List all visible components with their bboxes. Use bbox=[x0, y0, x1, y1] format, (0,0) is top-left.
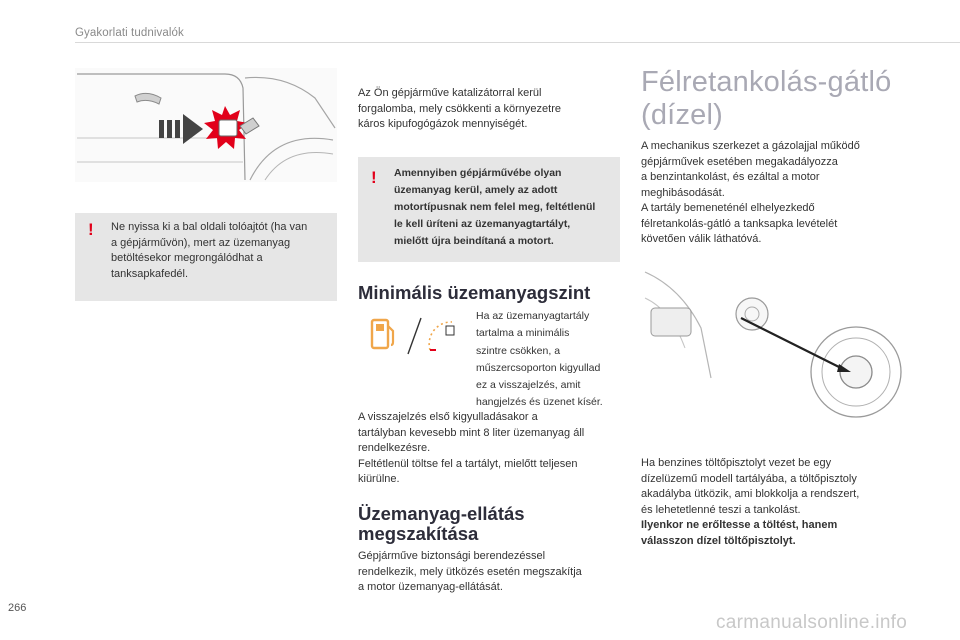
fuel-type-warning-text: Amennyiben gépjárművébe olyan üzemanyag kerül, amely az adott motortípusnak nem felel meg, feltétlenül le kell üríteni az üzemanyagtartályt, mielőtt újra beindítaná a motort. bbox=[394, 167, 596, 247]
fuel-pump-icon bbox=[372, 320, 393, 348]
door-warning-text: Ne nyissa ki a bal oldali tolóajtót (ha van a gépjárművön), mert az üzemanyag betöltésekor megrongálódhat a tanksapkafedél. bbox=[111, 221, 308, 280]
misfuel-heading: Félretankolás-gátló (dízel) bbox=[641, 66, 892, 131]
header-divider bbox=[75, 42, 960, 43]
fuel-gauge-icon bbox=[429, 322, 454, 350]
catalyst-intro-text: Az Ön gépjárműve katalizátorral kerül forgalomba, mely csökkenti a környezetre káros kipufogógázok mennyiségét. bbox=[358, 87, 561, 130]
car-door-illustration bbox=[75, 68, 337, 182]
min-level-side-text: Ha az üzemanyagtartály tartalma a minimális szintre csökken, a műszercsoporton kigyullad ez a visszajelzés, amit hangjelzés és üzenet kísér. bbox=[476, 310, 603, 409]
misfuel-intro-text: A mechanikus szerkezet a gázolajjal működő gépjárművek esetében megakadályozza a benzintankolást, és ezáltal a motor meghibásodását. A tartály bemeneténél elhelyezkedő félretankolás-gátló a tanksapka levételét követően válik láthatóvá. bbox=[641, 140, 860, 245]
fuel-filler-illustration bbox=[641, 268, 906, 434]
misfuel-lower-text: Ha benzines töltőpisztolyt vezet be egy dízelüzemű modell tartályába, a töltőpisztoly akadályba ütközik, ami blokkolja a rendszert, és lehetetlenné teszi a tankolást. bbox=[641, 457, 860, 516]
watermark: carmanualsonline.info bbox=[716, 612, 908, 633]
fuel-cutoff-text: Gépjárműve biztonsági berendezéssel rendelkezik, mely ütközés esetén megszakítja a motor üzemanyag-ellátását. bbox=[358, 550, 582, 593]
warning-exclamation-icon: ! bbox=[371, 168, 377, 187]
fuel-warning-icons bbox=[364, 312, 474, 360]
misfuel-bold-advice: Ilyenkor ne erőltesse a töltést, hanem válasszon dízel töltőpisztolyt. bbox=[641, 519, 838, 547]
warning-exclamation-icon: ! bbox=[88, 220, 94, 239]
page-number: 266 bbox=[8, 602, 27, 614]
min-level-text: A visszajelzés első kigyulladásakor a tartályban kevesebb mint 8 liter üzemanyag áll rendelkezésre. Feltétlenül töltse fel a tartályt, mielőtt teljesen kiürülne. bbox=[358, 411, 585, 485]
separator-slash-icon bbox=[408, 318, 421, 354]
fuel-cutoff-heading: Üzemanyag-ellátás megszakítása bbox=[358, 503, 525, 544]
min-level-heading: Minimális üzemanyagszint bbox=[358, 282, 591, 303]
running-header: Gyakorlati tudnivalók bbox=[75, 27, 184, 39]
